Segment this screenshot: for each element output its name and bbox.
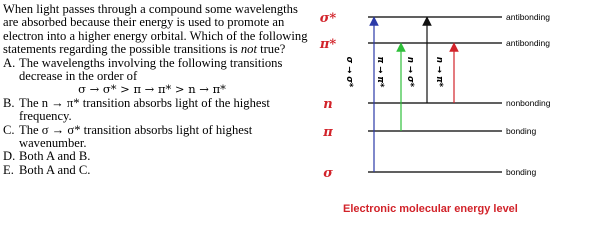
energy-level-tag: antibonding xyxy=(506,12,550,22)
option-a-text: The wavelengths involving the following transitions decrease in the order of xyxy=(19,55,283,84)
question-stem xyxy=(3,3,309,57)
question-stem-end: true? xyxy=(260,42,286,57)
transition-label: n → σ* xyxy=(405,56,415,88)
energy-level-name: n xyxy=(323,97,333,112)
option-a[interactable] xyxy=(3,57,309,97)
option-d-text: Both A and B. xyxy=(19,149,91,164)
energy-level-svg xyxy=(310,0,598,235)
option-b-letter: B. xyxy=(3,95,15,110)
option-d[interactable] xyxy=(3,150,309,163)
energy-level-tag: antibonding xyxy=(506,38,550,48)
energy-level-name: π* xyxy=(319,37,337,52)
option-a-sequence: σ → σ* > π → π* > n → π* xyxy=(78,82,226,97)
question-text xyxy=(3,3,309,177)
energy-level-tag: bonding xyxy=(506,126,537,136)
energy-level-name: σ xyxy=(323,166,333,181)
option-c-text: The σ → σ* transition absorbs light of highest wavenumber. xyxy=(19,122,253,151)
option-d-letter: D. xyxy=(3,149,16,164)
energy-level-name: σ* xyxy=(319,11,337,26)
option-e[interactable] xyxy=(3,164,309,177)
energy-level-tag: bonding xyxy=(506,167,537,177)
transition-label: n → π* xyxy=(434,56,444,88)
energy-level-name: π xyxy=(323,125,333,140)
option-b-text: The n → π* transition absorbs light of the highest frequency. xyxy=(19,95,270,124)
energy-level-tag: nonbonding xyxy=(506,98,551,108)
option-a-letter: A. xyxy=(3,55,16,70)
diagram-caption: Electronic molecular energy level xyxy=(343,203,518,215)
transition-label: σ → σ* xyxy=(344,56,354,88)
option-e-letter: E. xyxy=(3,162,14,177)
option-b[interactable] xyxy=(3,97,309,124)
energy-level-diagram xyxy=(310,0,598,235)
option-c[interactable] xyxy=(3,124,309,151)
question-stem-text: When light passes through a compound some wavelengths are absorbed because their energy is used to promote an electron into a higher energy orbital. Which of the following statements regarding the possible transitions is xyxy=(3,2,308,57)
transition-label: π → π* xyxy=(375,56,385,88)
question-stem-emphasis: not xyxy=(240,42,257,57)
option-e-text: Both A and C. xyxy=(19,162,91,177)
option-c-letter: C. xyxy=(3,122,15,137)
